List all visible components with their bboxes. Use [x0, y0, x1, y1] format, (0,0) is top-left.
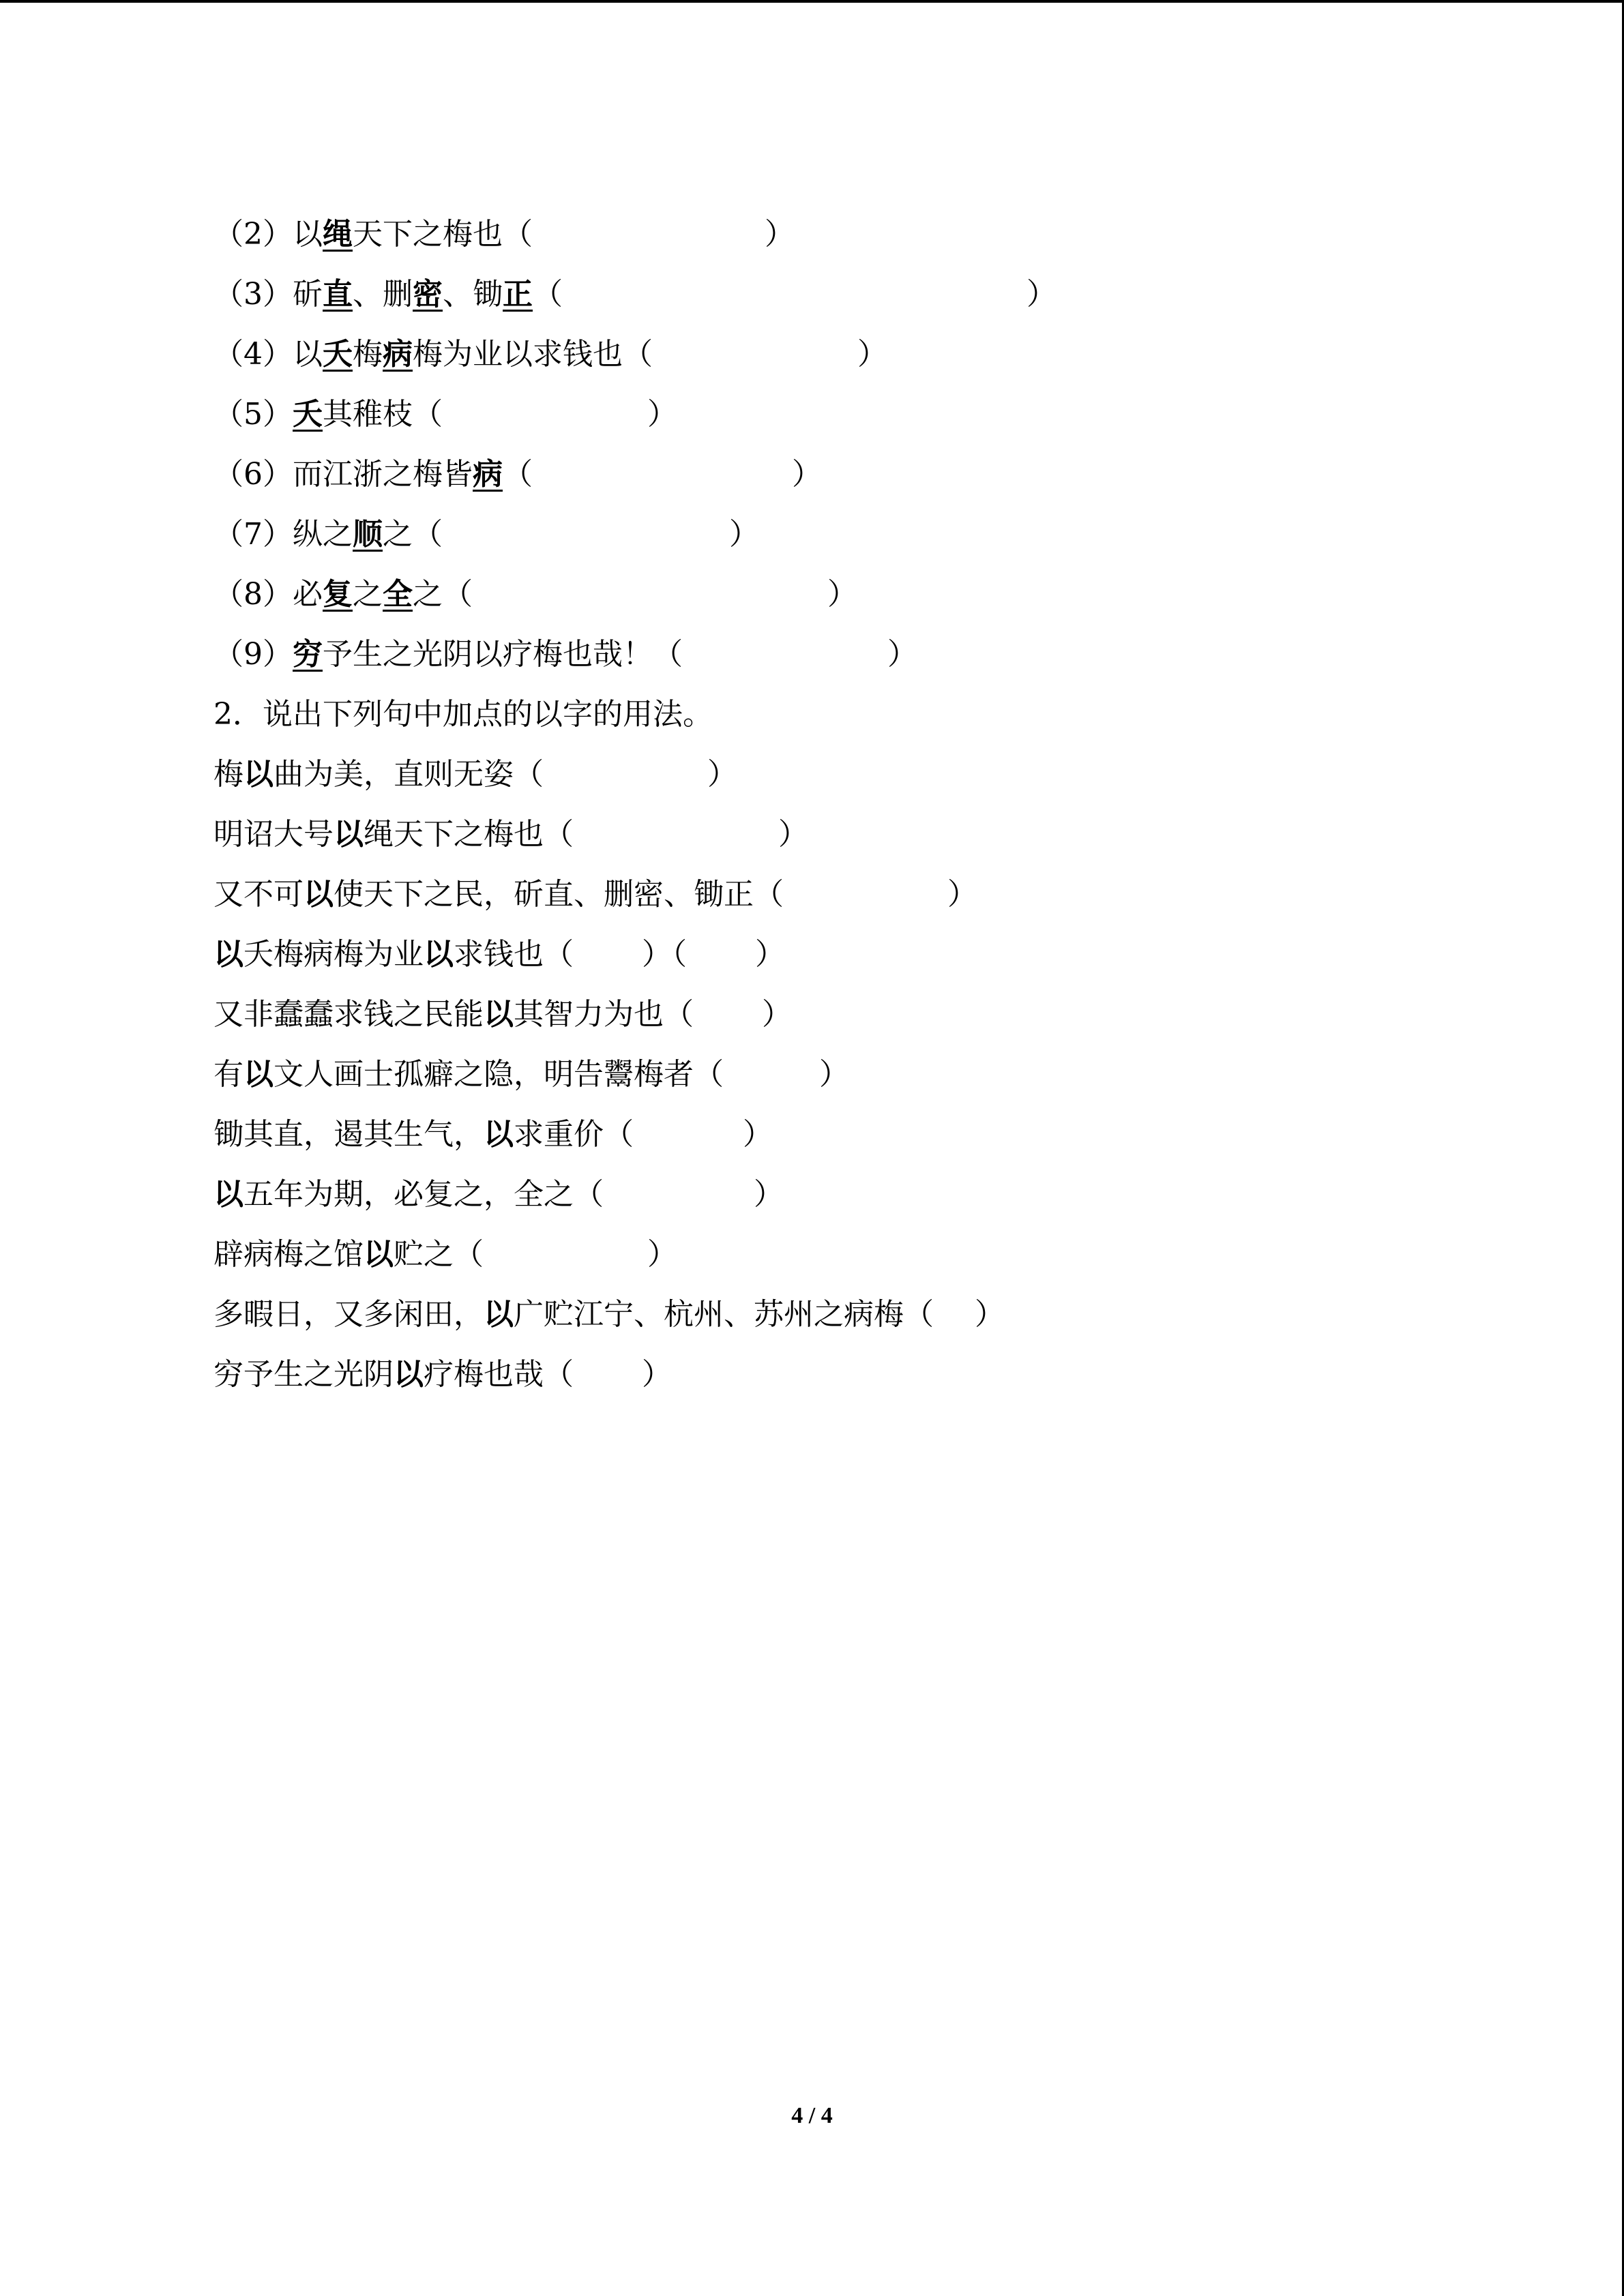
- section-heading: 2．说出下列句中加点的以字的用法。: [213, 697, 713, 732]
- dotted-char: 以: [213, 1177, 243, 1212]
- dotted-char: 以: [484, 1117, 514, 1152]
- dotted-char: 以: [484, 1297, 514, 1332]
- question-item-8: （8）必复之全之（ ）: [213, 577, 857, 612]
- usage-line: 穷予生之光阴以疗梅也哉（ ）: [213, 1357, 672, 1392]
- usage-line: 以夭梅病梅为业以求钱也（ ）（ ）: [213, 937, 785, 972]
- emphasized-char: 直: [323, 277, 353, 312]
- dotted-char: 以: [243, 1057, 274, 1092]
- question-item-2: （2）以绳天下之梅也（ ）: [213, 217, 795, 252]
- dotted-char: 以: [213, 937, 243, 972]
- emphasized-char: 复: [323, 577, 353, 612]
- emphasized-char: 病: [383, 337, 413, 372]
- document-body: [213, 205, 1509, 1405]
- dotted-char: 以: [424, 937, 454, 972]
- question-item-7: （7）纵之顺之（ ）: [213, 517, 759, 552]
- emphasized-char: 全: [383, 577, 413, 612]
- emphasized-char: 穷: [293, 637, 323, 672]
- dotted-char: 以: [304, 877, 334, 912]
- usage-line: 以五年为期，必复之，全之（ ）: [213, 1177, 784, 1212]
- usage-line: 有以文人画士孤癖之隐，明告鬻梅者（ ）: [213, 1057, 849, 1092]
- emphasized-char: 顺: [353, 517, 383, 552]
- question-item-5: （5）夭其稚枝（ ）: [213, 397, 677, 432]
- dotted-char: 以: [334, 817, 364, 852]
- emphasized-char: 夭: [323, 337, 353, 372]
- emphasized-char: 绳: [323, 217, 353, 252]
- page-number: 4 / 4: [791, 2103, 833, 2128]
- question-item-9: （9）穷予生之光阴以疗梅也哉！（ ）: [213, 637, 917, 672]
- emphasized-char: 密: [413, 277, 443, 312]
- usage-line: 明诏大号以绳天下之梅也（ ）: [213, 817, 808, 852]
- question-item-3: （3）斫直、删密、锄正（ ）: [213, 277, 1057, 312]
- usage-line: 梅以曲为美，直则无姿（ ）: [213, 757, 737, 792]
- dotted-char: 以: [484, 997, 514, 1032]
- dotted-char: 以: [394, 1357, 424, 1392]
- usage-line: 锄其直，遏其生气，以求重价（ ）: [213, 1117, 773, 1152]
- question-item-4: （4）以夭梅病梅为业以求钱也（ ）: [213, 337, 887, 372]
- usage-line: 又不可以使天下之民，斫直、删密、锄正（ ）: [213, 877, 977, 912]
- usage-line: 多暇日，又多闲田，以广贮江宁、杭州、苏州之病梅（ ）: [213, 1297, 1005, 1332]
- question-item-6: （6）而江浙之梅皆病（ ）: [213, 457, 822, 492]
- emphasized-char: 正: [503, 277, 533, 312]
- usage-line: 又非蠢蠢求钱之民能以其智力为也（ ）: [213, 997, 792, 1032]
- usage-line: 辟病梅之馆以贮之（ ）: [213, 1237, 677, 1272]
- emphasized-char: 病: [473, 457, 503, 492]
- emphasized-char: 夭: [293, 397, 323, 432]
- dotted-char: 以: [243, 757, 274, 792]
- dotted-char: 以: [364, 1237, 394, 1272]
